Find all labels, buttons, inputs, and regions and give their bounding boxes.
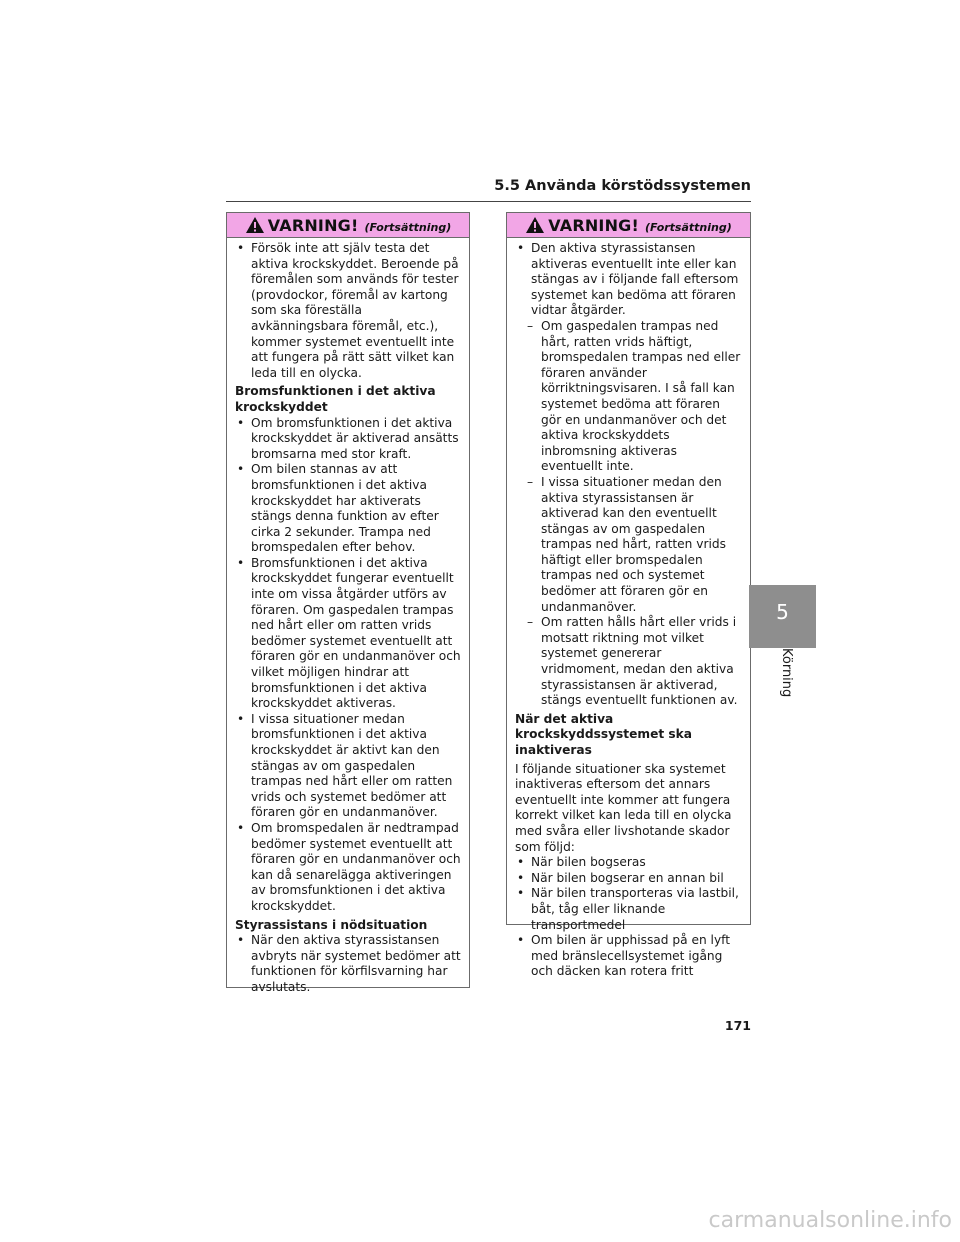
dash-marker: –: [527, 615, 534, 630]
warning-header: [227, 213, 469, 238]
warning-body-left: [227, 238, 469, 996]
warning-title: VARNING!: [548, 215, 639, 235]
item-text: När bilen transporteras via lastbil, båt, tåg eller liknande transportmedel: [531, 886, 739, 932]
item-text: Om bilen är upphissad på en lyft med bränslecellsystemet igång och däcken kan rotera fritt: [531, 933, 731, 979]
chapter-number: 5: [776, 600, 789, 624]
paragraph: I följande situationer ska systemet inaktiveras eftersom det annars eventuellt inte kommer att fungera korrekt vilket kan leda till en olycka med svåra eller livshotande skador som följd:: [515, 761, 732, 854]
bullet-item: [235, 556, 461, 712]
bullet-item: [235, 821, 461, 915]
dash-item: [515, 475, 742, 615]
bullet-item: [515, 871, 742, 887]
item-text: När bilen bogseras: [531, 855, 646, 870]
item-text: Om gaspedalen trampas ned hårt, ratten vrids häftigt, bromspedalen trampas ned eller föraren använder körriktningsvisaren. I så fall kan systemet bedöma att föraren gör en undanmanöver och det aktiva krockskyddets inbromsning aktiveras eventuellt inte.: [541, 318, 741, 474]
item-text: I vissa situationer medan bromsfunktionen i det aktiva krockskyddet är aktivt kan den stängas av om gaspedalen trampas ned hårt eller om ratten vrids och systemet bedömer att föraren gör en undanmanöver.: [251, 711, 453, 820]
watermark: carmanualsonline.info: [708, 1208, 952, 1233]
item-text: Om bromsfunktionen i det aktiva krockskyddet är aktiverad ansätts bromsarna med stor kraft.: [251, 415, 459, 461]
bullet-marker: •: [237, 820, 245, 835]
bullet-marker: •: [237, 241, 245, 255]
bullet-marker: •: [517, 933, 525, 948]
bullet-marker: •: [517, 886, 525, 901]
subheading: Styrassistans i nödsituation: [235, 917, 428, 932]
bullet-item: [515, 886, 742, 933]
page-number: 171: [724, 1018, 751, 1033]
item-text: Om bilen stannas av att bromsfunktionen i det aktiva krockskyddet har aktiverats stängs denna funktion av efter cirka 2 sekunder. Trampa ned bromspedalen efter behov.: [251, 462, 439, 555]
bullet-marker: •: [517, 855, 525, 870]
warning-title: VARNING!: [267, 215, 359, 235]
subheading: Bromsfunktionen i det aktiva krockskyddet: [235, 384, 436, 414]
warning-box-left: [226, 212, 470, 994]
bullet-item: [235, 712, 461, 821]
warning-body-right: [507, 238, 750, 980]
dash-marker: –: [527, 318, 534, 333]
warning-triangle-icon: [245, 216, 265, 234]
header-rule: [226, 201, 751, 202]
bullet-item: [235, 933, 461, 995]
warning-triangle-icon: [525, 216, 545, 234]
item-text: Bromsfunktionen i det aktiva krockskyddet fungerar eventuellt inte om vissa åtgärder utförs av föraren. Om gaspedalen trampas ned hårt eller om ratten vrids bedömer systemet eventuellt att föraren gör en undanmanöver och vilket möjligen hindrar att bromsfunktionen i det aktiva krockskyddet aktiveras.: [251, 555, 461, 711]
dash-marker: –: [527, 474, 534, 489]
bullet-marker: •: [237, 711, 245, 726]
section-header: 5.5 Använda körstödssystemen: [494, 178, 751, 194]
warning-box-right: [506, 212, 751, 979]
bullet-marker: •: [237, 462, 245, 477]
bullet-item: [235, 241, 461, 381]
bullet-item: [515, 241, 742, 319]
item-text: Om ratten hålls hårt eller vrids i motsatt riktning mot vilket systemet genererar vridmoment, medan den aktiva styrassistansen är aktiverad, stängs eventuellt funktionen av.: [541, 615, 738, 708]
bullet-item: [235, 462, 461, 556]
item-text: I vissa situationer medan den aktiva styrassistansen är aktiverad kan den eventuellt stängas av om gaspedalen trampas ned hårt, ratten vrids häftigt eller bromspedalen trampas ned och systemet bedömer att föraren gör en undanmanöver.: [541, 474, 726, 614]
bullet-item: [235, 416, 461, 463]
bullet-marker: •: [517, 241, 525, 255]
warning-subtitle: (Fortsättning): [645, 220, 732, 234]
dash-item: [515, 319, 742, 475]
bullet-marker: •: [237, 933, 245, 948]
bullet-marker: •: [517, 870, 525, 885]
bullet-item: [515, 855, 742, 871]
item-text: När den aktiva styrassistansen avbryts när systemet bedömer att funktionen för körfilsvarning har avslutats.: [251, 933, 461, 994]
item-text: Om bromspedalen är nedtrampad bedömer systemet eventuellt att föraren gör en undanmanöver och kan då senarelägga aktiveringen av bromsfunktionen i det aktiva krockskyddet.: [251, 820, 461, 913]
item-text: När bilen bogserar en annan bil: [531, 870, 724, 885]
item-text: Den aktiva styrassistansen aktiveras eventuellt inte eller kan stängas av i följande fall eftersom systemet kan bedöma att föraren vidtar åtgärder.: [531, 241, 739, 318]
warning-header: [507, 213, 750, 238]
item-text: Försök inte att själv testa det aktiva krockskyddet. Beroende på föremålen som används för tester (provdockor, föremål av kartong som ska föreställa avkänningsbara föremål, etc.), kommer systemet eventuellt inte att fungera på rätt sätt vilket kan leda till en olycka.: [251, 241, 459, 380]
warning-subtitle: (Fortsättning): [364, 220, 452, 234]
dash-item: [515, 615, 742, 709]
bullet-marker: •: [237, 555, 245, 570]
bullet-marker: •: [237, 415, 245, 430]
bullet-item: [515, 933, 742, 980]
subheading: När det aktiva krockskyddssystemet ska inaktiveras: [515, 711, 692, 757]
chapter-label: Körning: [779, 648, 794, 698]
